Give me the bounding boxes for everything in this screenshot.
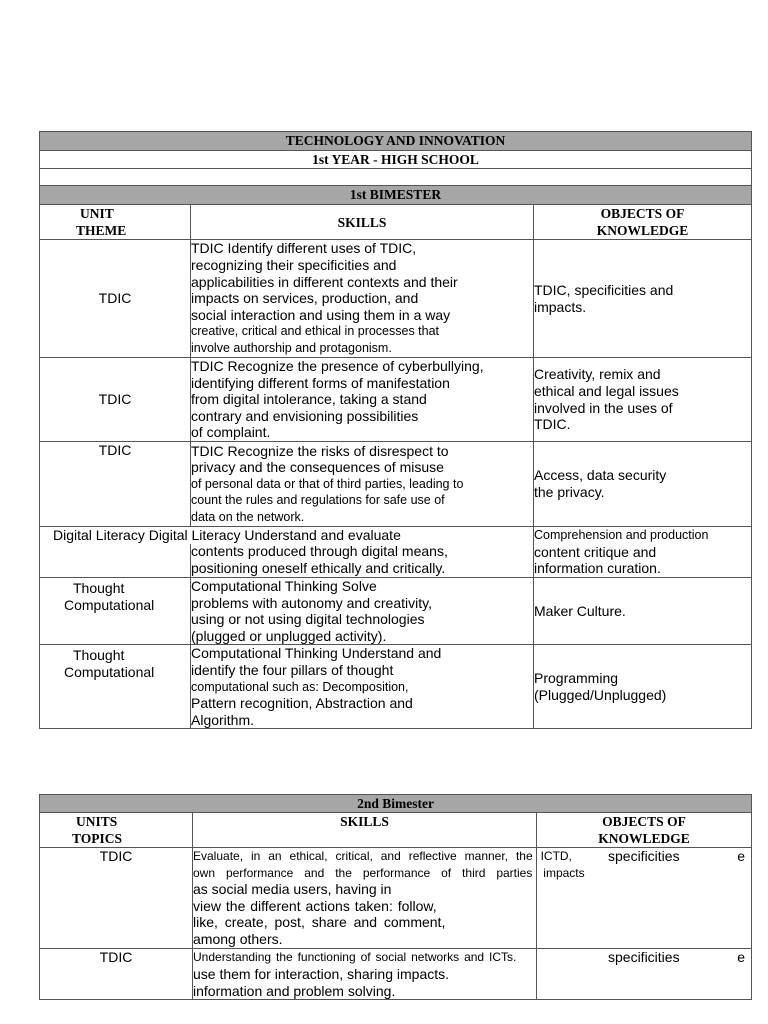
object-line: the privacy. (534, 484, 605, 500)
skill-line: creative, critical and ethical in processes that (191, 324, 440, 339)
skill-line: social interaction and using them in a way (191, 306, 451, 323)
skills-cell (193, 949, 537, 1000)
objects-header (534, 205, 752, 240)
table-row (40, 442, 752, 527)
objects-cell (534, 578, 752, 645)
object-line: TDIC. (534, 416, 571, 433)
skill-line: Computational Thinking Understand and (191, 645, 442, 662)
table-row (40, 240, 752, 358)
units-topics-header (40, 813, 193, 848)
skill-line: problems with autonomy and creativity, (191, 594, 432, 611)
skills-cell (193, 848, 585, 949)
theme-line: Thought (73, 580, 125, 596)
skill-line: positioning oneself ethically and critically. (191, 560, 446, 576)
table-title: TECHNOLOGY AND INNOVATION (40, 132, 752, 151)
skill-line: computational such as: Decomposition, (191, 679, 409, 694)
objects-cell (537, 949, 752, 1000)
skills-cell (191, 578, 534, 645)
bimester-title: 1st BIMESTER (40, 186, 752, 205)
skill-line: of personal data or that of third parties, leading to (191, 476, 464, 491)
skills-cell (191, 240, 534, 358)
skill-line: contents produced through digital means, (191, 543, 448, 560)
table-row (40, 527, 752, 578)
skill-line: like, create, post, share and comment, (193, 914, 446, 931)
skill-line: from digital intolerance, taking a stand (191, 391, 427, 408)
object-tail: e (737, 949, 746, 965)
object-line: (Plugged/Unplugged) (534, 686, 667, 703)
skill-line-small: Understanding the functioning of social networks and ICTs. (193, 950, 517, 964)
object-line: content critique and (534, 543, 657, 560)
skill-line-small: Evaluate, in an ethical, critical, and reflective manner, the ICTD, (193, 849, 572, 863)
object-text: specificities (608, 848, 680, 864)
skill-line: applicabilities in different contexts and their (191, 273, 458, 290)
unit-theme-cell: TDIC (40, 949, 193, 1000)
object-line: Creativity, remix and (534, 366, 661, 383)
header-line: KNOWLEDGE (596, 223, 689, 238)
objects-header (537, 813, 752, 848)
header-line: UNITS (76, 814, 118, 829)
skill-line: (plugged or unplugged activity). (191, 627, 387, 644)
table-row (40, 949, 752, 1000)
unit-theme-cell (40, 645, 191, 729)
skill-line: as social media users, having in (193, 881, 392, 898)
objects-cell (534, 442, 752, 527)
skill-line: view the different actions taken: follow, (193, 897, 437, 914)
skill-line: using or not using digital technologies (191, 611, 425, 628)
skill-line: Algorithm. (191, 711, 255, 728)
skill-line: identify the four pillars of thought (191, 661, 394, 678)
object-line: Comprehension and production (534, 528, 709, 543)
skills-cell (191, 645, 534, 729)
skills-cell (191, 442, 534, 527)
objects-cell (534, 645, 752, 729)
table-row (40, 848, 752, 949)
objects-cell (534, 527, 752, 578)
theme-line: Computational (64, 663, 155, 680)
skill-line: identifying different forms of manifestation (191, 374, 450, 391)
skill-line: count the rules and regulations for safe use of (191, 493, 445, 508)
header-line: THEME (76, 223, 127, 238)
table-row (40, 645, 752, 729)
unit-theme-header (40, 205, 191, 240)
object-text: specificities (608, 949, 680, 965)
empty-row (40, 169, 752, 186)
header-line: OBJECTS OF (600, 206, 685, 221)
skill-line: Computational Thinking Solve (191, 578, 377, 594)
theme-line: Computational (64, 596, 155, 613)
skill-line: use them for interaction, sharing impacts. (193, 966, 450, 982)
skill-line: TDIC Identify different uses of TDIC, (191, 240, 417, 257)
unit-theme-text: Digital Literacy Digital Literacy Understand and evaluate (53, 527, 401, 543)
objects-cell (534, 240, 752, 358)
skill-line: Pattern recognition, Abstraction and (191, 695, 413, 712)
skills-cell (191, 358, 534, 442)
theme-line: Thought (73, 647, 125, 664)
object-line: Programming (534, 670, 619, 687)
skills-header: SKILLS (191, 205, 534, 240)
object-line: involved in the uses of (534, 399, 673, 416)
object-line: TDIC, specificities and (534, 281, 674, 298)
skills-header: SKILLS (193, 813, 537, 848)
skill-line-small: own performance and the performance of third parties impacts (193, 865, 585, 880)
object-tail: e (737, 848, 746, 864)
year-title: 1st YEAR - HIGH SCHOOL (40, 151, 752, 169)
table-row (40, 358, 752, 442)
skill-line: TDIC Recognize the presence of cyberbullying, (191, 358, 484, 375)
table-row (40, 578, 752, 645)
skill-line: privacy and the consequences of misuse (191, 459, 444, 476)
unit-theme-cell (40, 578, 191, 645)
header-line: TOPICS (72, 831, 123, 846)
header-line: KNOWLEDGE (598, 831, 690, 846)
skill-line: involve authorship and protagonism. (191, 340, 392, 355)
skill-line: impacts on services, production, and (191, 290, 419, 307)
skill-line: of complaint. (191, 424, 271, 441)
object-line: ethical and legal issues (534, 382, 679, 399)
objects-cell (534, 358, 752, 442)
skill-line: among others. (193, 930, 283, 947)
unit-theme-cell: TDIC (40, 848, 193, 949)
bimester-title: 2nd Bimester (40, 795, 752, 813)
object-line: information curation. (534, 560, 661, 577)
object-line: Access, data security (534, 467, 667, 484)
skill-line: recognizing their specificities and (191, 257, 397, 274)
object-line: Maker Culture. (534, 602, 626, 619)
first-bimester-table (39, 131, 752, 729)
unit-theme-cell: TDIC (40, 442, 191, 527)
object-line: impacts. (534, 298, 587, 315)
skill-line: TDIC Recognize the risks of disrespect to (191, 442, 449, 459)
header-line: UNIT (80, 206, 114, 221)
unit-theme-cell: TDIC (40, 358, 191, 442)
skill-line: information and problem solving. (193, 982, 396, 999)
unit-theme-cell: TDIC (40, 240, 191, 358)
skill-line: contrary and envisioning possibilities (191, 407, 419, 424)
second-bimester-table (39, 794, 752, 1000)
skill-line: data on the network. (191, 509, 305, 524)
header-line: OBJECTS OF (602, 814, 686, 829)
